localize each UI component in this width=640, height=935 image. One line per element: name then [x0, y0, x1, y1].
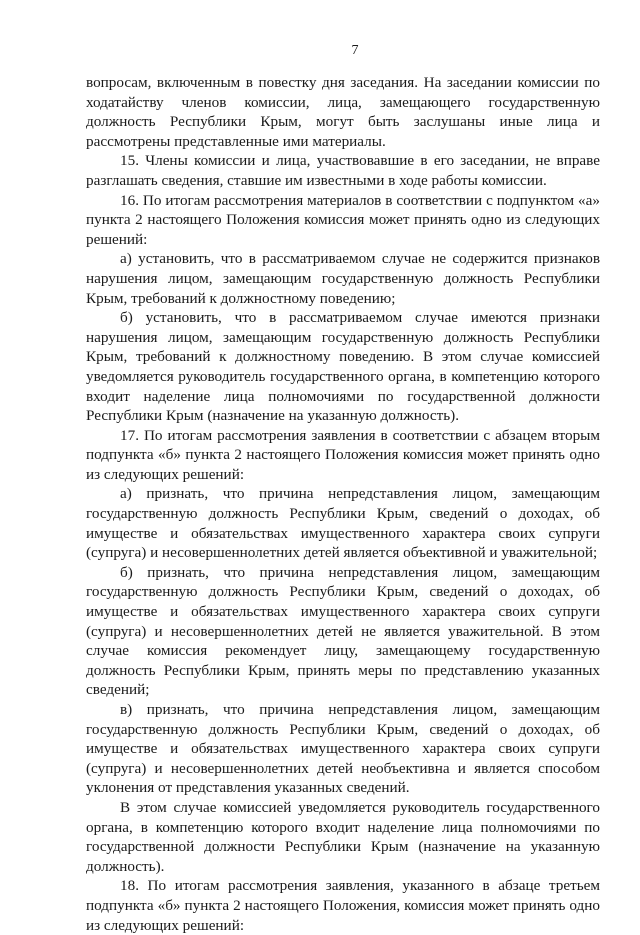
- paragraph-17-v: в) признать, что причина непредставления лицом, замещающим государственную должность Республики Крым, сведений о доходах, об имуществе и обязательствах имущественного характера своих супруги (супруга) и несовершеннолетних детей необъективна и является способом уклонения от представления указанных сведений.: [86, 701, 600, 797]
- paragraph-17-note: В этом случае комиссией уведомляется руководитель государственного органа, в компетенцию которого входит наделение лица полномочиями по государственной должности Республики Крым (назначение на указанную должность).: [86, 798, 600, 875]
- paragraph-16: 16. По итогам рассмотрения материалов в соответствии с подпунктом «а» пункта 2 настоящего Положения комиссия может принять одно из следующих решений:: [86, 191, 600, 248]
- paragraph-17: 17. По итогам рассмотрения заявления в соответствии с абзацем вторым подпункта «б» пункта 2 настоящего Положения комиссия может принять одно из следующих решений:: [86, 426, 600, 483]
- paragraph-15: 15. Члены комиссии и лица, участвовавшие в его заседании, не вправе разглашать сведения, ставшие им известными в ходе работы комиссии.: [86, 152, 600, 189]
- paragraph-17-b: б) признать, что причина непредставления лицом, замещающим государственную должность Республики Крым, сведений о доходах, об имуществе и обязательствах имущественного характера своих супруги (супруга) и несовершеннолетних детей не является уважительной. В этом случае комиссия рекомендует лицу, замещающему государственную должность Республики Крым, принять меры по представлению указанных сведений;: [86, 563, 600, 699]
- page-number: 7: [351, 43, 359, 58]
- paragraph-16-a: а) установить, что в рассматриваемом случае не содержится признаков нарушения лицом, замещающим государственную должность Республики Крым, требований к должностному поведению;: [86, 250, 600, 307]
- paragraph-17-a: а) признать, что причина непредставления лицом, замещающим государственную должность Республики Крым, сведений о доходах, об имуществе и обязательствах имущественного характера своих супруги (супруга) и несовершеннолетних детей является объективной и уважительной;: [86, 485, 600, 562]
- paragraph-18: 18. По итогам рассмотрения заявления, указанного в абзаце третьем подпункта «б» пункта 2 настоящего Положения, комиссия может принять одно из следующих решений:: [86, 877, 600, 934]
- paragraph-continuation: вопросам, включенным в повестку дня заседания. На заседании комиссии по ходатайству членов комиссии, лица, замещающего государственную должность Республики Крым, могут быть заслушаны иные лица и рассмотрены представленные ими материалы.: [86, 74, 600, 150]
- paragraph-16-b: б) установить, что в рассматриваемом случае имеются признаки нарушения лицом, замещающим государственную должность Республики Крым, требований к должностному поведению. В этом случае комиссией уведомляется руководитель государственного органа, в компетенцию которого входит наделение лица полномочиями по государственной должности Республики Крым (назначение на указанную должность).: [86, 309, 600, 425]
